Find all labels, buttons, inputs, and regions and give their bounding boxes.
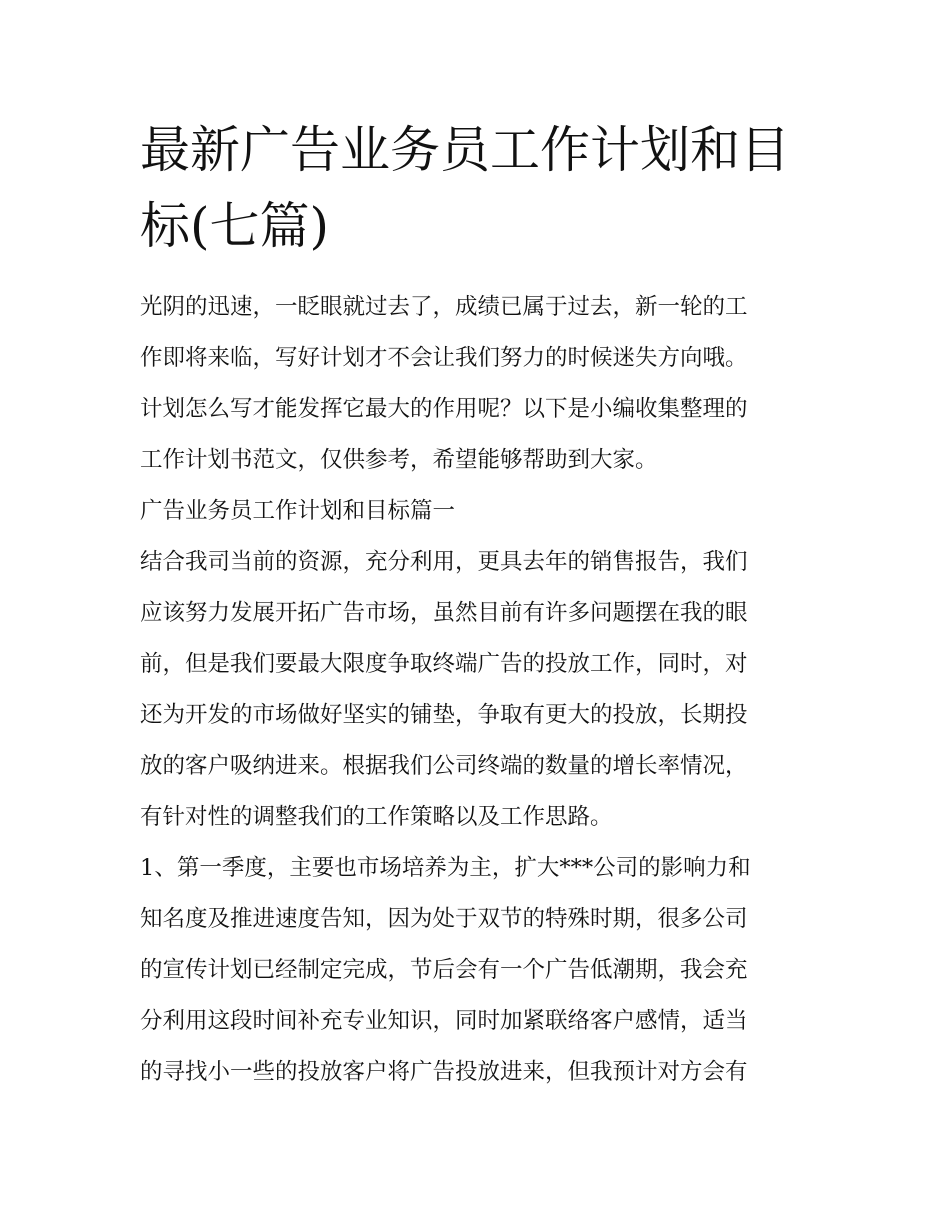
- body-paragraph-2: 1、第一季度，主要也市场培养为主，扩大***公司的影响力和 知名度及推进速度告知，因为处于双节的特殊时期，很多公司 的宣传计划已经制定完成，节后会有一个广告低潮期，我会充 分利用这段时间补充专业知识，同时加紧联络客户感情，适当 的寻找小一些的投放客户将广告投放进来，但我预计对方会有: [140, 855, 751, 1085]
- intro-paragraph: 光阴的迅速，一眨眼就过去了，成绩已属于过去，新一轮的工 作即将来临，写好计划才不会让我们努力的时候迷失方向哦。 计划怎么写才能发挥它最大的作用呢？以下是小编收集整理的 工作计划书范文，仅供参考，希望能够帮助到大家。: [140, 294, 748, 473]
- section-heading: 广告业务员工作计划和目标篇一: [140, 498, 456, 524]
- document-body: [140, 112, 812, 1098]
- document-title: 最新广告业务员工作计划和目 标(七篇): [140, 121, 790, 255]
- body-paragraph-1: 结合我司当前的资源，充分利用，更具去年的销售报告，我们 应该努力发展开拓广告市场，虽然目前有许多问题摆在我的眼 前，但是我们要最大限度争取终端广告的投放工作，同时，对 还为开发的市场做好坚实的铺垫，争取有更大的投放，长期投 放的客户吸纳进来。根据我们公司终端的数量的增长率情况， 有针对性的调整我们的工作策略以及工作思路。: [140, 549, 748, 830]
